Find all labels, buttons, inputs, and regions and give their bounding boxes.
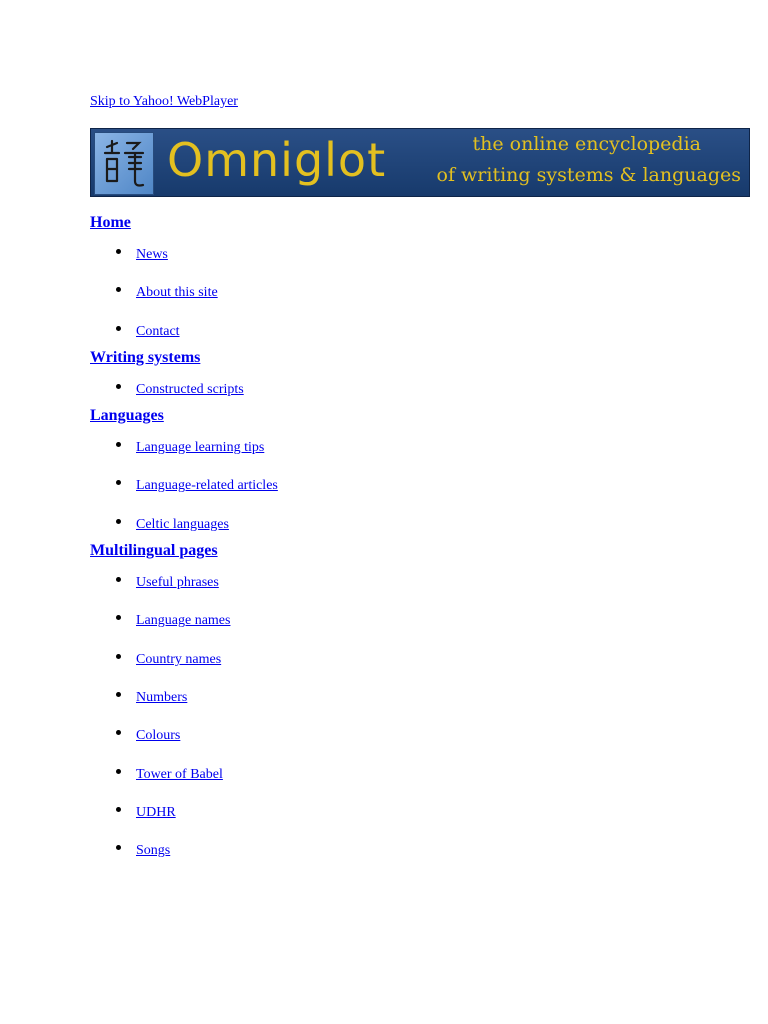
tagline-line2: of writing systems & languages [436,164,741,186]
nav-link-udhr[interactable]: UDHR [136,804,176,820]
nav-item [90,561,690,599]
main-navigation [90,213,690,867]
dragon-glyph-icon [94,132,154,195]
nav-item [90,676,690,714]
nav-heading-languages[interactable]: Languages [90,407,164,425]
nav-link-learning-tips[interactable]: Language learning tips [136,440,265,456]
nav-section-home [90,213,690,348]
nav-link-songs[interactable]: Songs [136,843,171,859]
nav-section-multilingual [90,541,690,867]
nav-item [90,426,690,464]
bullet-icon [116,615,121,620]
nav-item [90,829,690,867]
nav-item [90,599,690,637]
nav-link-country-names[interactable]: Country names [136,651,222,667]
nav-item [90,791,690,829]
nav-link-constructed-scripts[interactable]: Constructed scripts [136,381,244,397]
nav-link-related-articles[interactable]: Language-related articles [136,478,278,494]
bullet-icon [116,287,121,292]
nav-item [90,714,690,752]
nav-link-useful-phrases[interactable]: Useful phrases [136,575,219,591]
bullet-icon [116,519,121,524]
nav-section-writing-systems [90,348,690,406]
bullet-icon [116,480,121,485]
nav-item [90,368,690,406]
bullet-icon [116,577,121,582]
bullet-icon [116,845,121,850]
bullet-icon [116,692,121,697]
site-title: Omniglot [167,133,387,187]
bullet-icon [116,384,121,389]
skip-to-webplayer-link[interactable]: Skip to Yahoo! WebPlayer [90,94,238,109]
nav-link-numbers[interactable]: Numbers [136,689,188,705]
nav-link-colours[interactable]: Colours [136,728,181,744]
nav-item [90,464,690,502]
bullet-icon [116,807,121,812]
nav-item [90,271,690,309]
tagline-line1: the online encyclopedia [472,133,701,155]
nav-heading-multilingual[interactable]: Multilingual pages [90,542,218,560]
nav-item [90,233,690,271]
bullet-icon [116,249,121,254]
nav-item [90,753,690,791]
nav-section-languages [90,406,690,541]
bullet-icon [116,730,121,735]
bullet-icon [116,442,121,447]
nav-link-contact[interactable]: Contact [136,323,180,339]
nav-link-tower-of-babel[interactable]: Tower of Babel [136,766,223,782]
nav-link-celtic-languages[interactable]: Celtic languages [136,516,229,532]
bullet-icon [116,769,121,774]
nav-item [90,310,690,348]
nav-link-news[interactable]: News [136,247,168,262]
bullet-icon [116,326,121,331]
nav-link-about[interactable]: About this site [136,285,218,301]
nav-heading-home[interactable]: Home [90,214,131,231]
omniglot-banner[interactable] [90,128,750,197]
nav-heading-writing-systems[interactable]: Writing systems [90,348,201,366]
nav-item [90,503,690,541]
nav-link-language-names[interactable]: Language names [136,613,231,629]
nav-item [90,638,690,676]
bullet-icon [116,654,121,659]
